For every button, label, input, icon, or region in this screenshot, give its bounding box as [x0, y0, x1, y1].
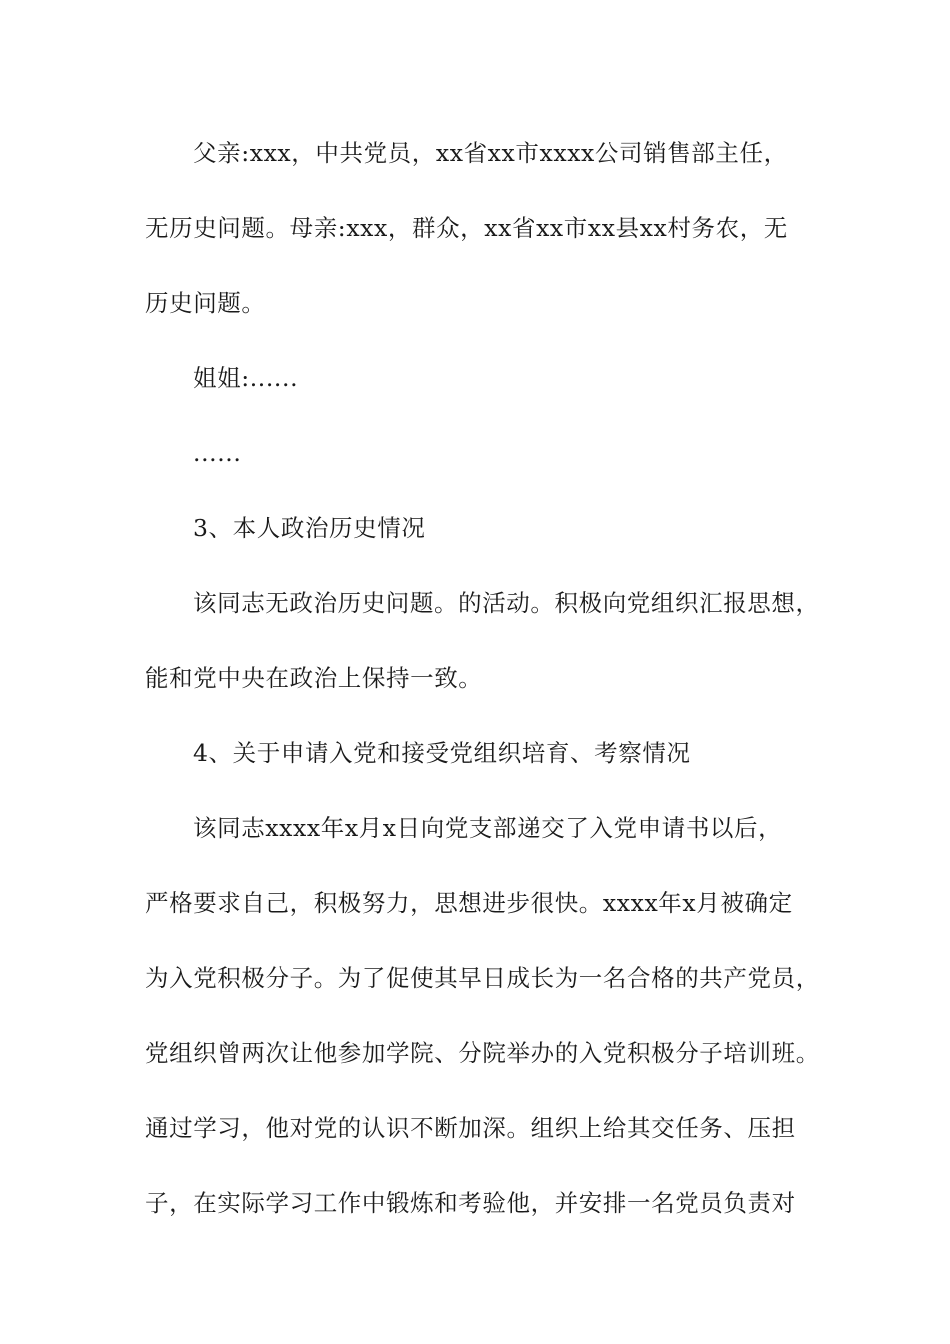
paragraph-father-line-2: 无历史问题。母亲:xxx，群众，xx省xx市xx县xx村务农，无 — [145, 214, 788, 242]
paragraph-political-line-2: 能和党中央在政治上保持一致。 — [145, 664, 483, 692]
paragraph-father-line-1: 父亲:xxx，中共党员，xx省xx市xxxx公司销售部主任， — [193, 139, 788, 167]
paragraph-application-line-5: 通过学习，他对党的认识不断加深。组织上给其交任务、压担 — [145, 1114, 796, 1142]
paragraph-application-line-3: 为入党积极分子。为了促使其早日成长为一名合格的共产党员， — [145, 964, 820, 992]
section-heading-4: 4、关于申请入党和接受党组织培育、考察情况 — [193, 739, 691, 767]
paragraph-political-line-1: 该同志无政治历史问题。的活动。积极向党组织汇报思想， — [193, 589, 820, 617]
paragraph-sister: 姐姐:...... — [193, 364, 299, 392]
paragraph-father-line-3: 历史问题。 — [145, 289, 266, 317]
paragraph-application-line-2: 严格要求自己，积极努力，思想进步很快。xxxx年x月被确定 — [145, 889, 793, 917]
paragraph-application-line-4: 党组织曾两次让他参加学院、分院举办的入党积极分子培训班。 — [145, 1039, 820, 1067]
paragraph-application-line-1: 该同志xxxx年x月x日向党支部递交了入党申请书以后， — [193, 814, 783, 842]
paragraph-ellipsis: ...... — [193, 439, 242, 467]
paragraph-application-line-6: 子，在实际学习工作中锻炼和考验他，并安排一名党员负责对 — [145, 1189, 796, 1217]
section-heading-3: 3、本人政治历史情况 — [193, 514, 426, 542]
